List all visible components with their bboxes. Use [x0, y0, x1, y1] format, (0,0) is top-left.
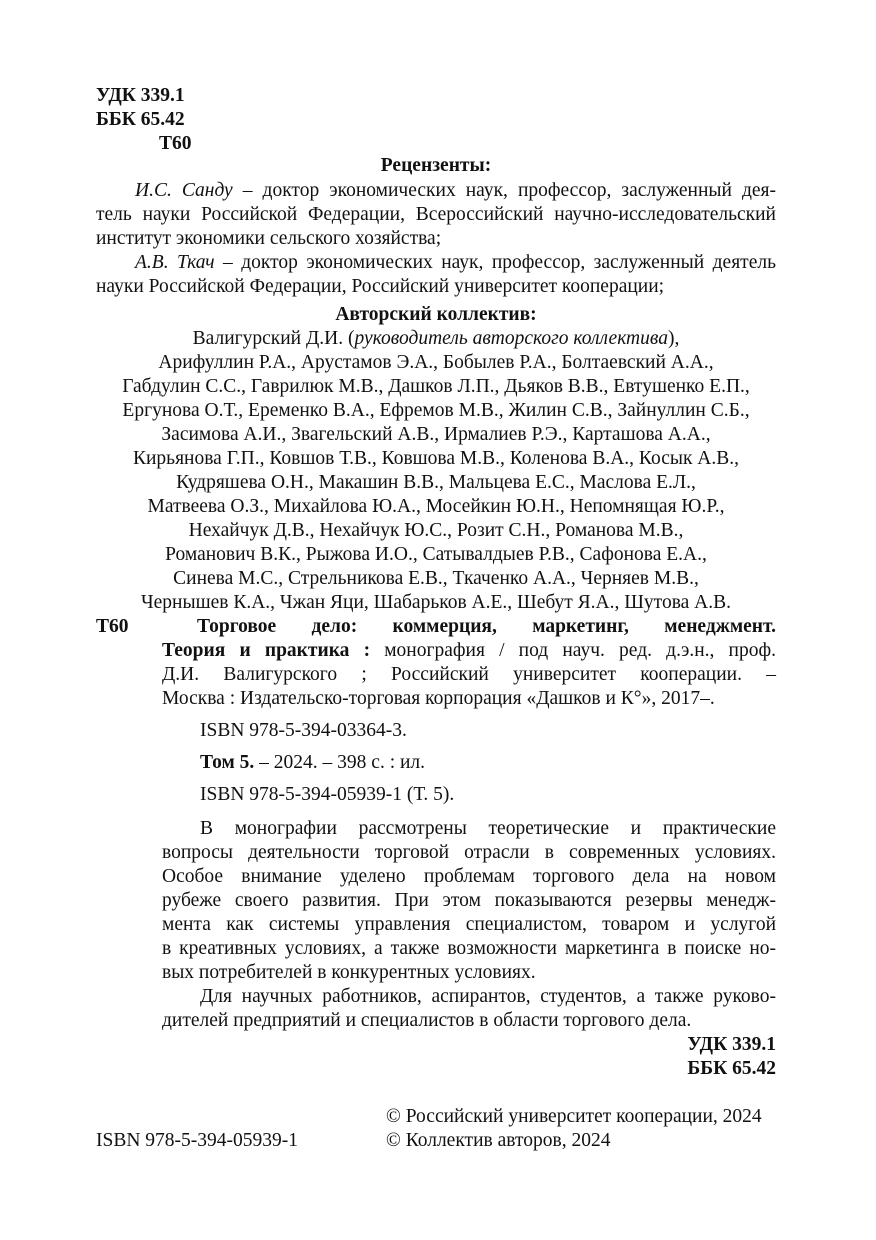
- annotation-line-last: вых потребителей в конкурентных условиях.: [162, 962, 536, 983]
- bib-line-4: Москва : Издательско-торговая корпорация «Дашков и К°», 2017–.: [162, 688, 715, 709]
- bib-subtitle: Теория и практика :: [162, 640, 371, 661]
- bib-mark: Т60: [96, 616, 129, 637]
- reviewer-2-desc: – доктор экономических наук, профессор, заслуженный деятель: [214, 252, 776, 273]
- volume-info: [200, 753, 425, 773]
- annotation-line: вопросы деятельности торговой отрасли в современных условиях.: [162, 842, 776, 863]
- bbk-code: ББК 65.42: [96, 109, 185, 130]
- audience-line-2: дителей предприятий и специалистов в области торгового дела.: [162, 1010, 692, 1031]
- volume-details: – 2024. – 398 с. : ил.: [254, 752, 426, 773]
- authors-line: Нехайчук Д.В., Нехайчук Ю.С., Розит С.Н., Романова М.В.,: [188, 520, 684, 541]
- footer-udk: УДК 339.1: [687, 1034, 776, 1055]
- copyright-line-2: © Коллектив авторов, 2024: [386, 1130, 611, 1151]
- bib-responsibility: монография / под науч. ред. д.э.н., проф.: [370, 640, 776, 661]
- footer-isbn: ISBN 978-5-394-05939-1: [96, 1130, 299, 1151]
- authors-line: Матвеева О.З., Михайлова Ю.А., Мосейкин Ю.Н., Непомнящая Ю.Р.,: [147, 496, 725, 517]
- annotation-line: Особое внимание уделено проблемам торгового дела на новом: [162, 866, 776, 887]
- audience-line-1: Для научных работников, аспирантов, студентов, а также руково-: [200, 986, 776, 1007]
- annotation-line: В монографии рассмотрены теоретические и практические: [200, 818, 776, 839]
- reviewer-2-line-1: [135, 253, 776, 273]
- annotation-line: мента как системы управления специалистом, товаром и услугой: [162, 914, 776, 935]
- isbn-volume: ISBN 978-5-394-05939-1 (Т. 5).: [200, 784, 455, 805]
- authors-lead-end: ),: [667, 328, 680, 349]
- authors-lead: [96, 329, 776, 349]
- udk-code: УДК 339.1: [96, 85, 185, 106]
- reviewer-2-name: А.В. Ткач: [135, 252, 215, 273]
- authors-lead-name: Валигурский Д.И. (: [192, 328, 355, 349]
- authors-line: Арифуллин Р.А., Арустамов Э.А., Бобылев Р.А., Болтаевский А.А.,: [158, 352, 714, 373]
- reviewer-1-line-3: институт экономики сельского хозяйства;: [96, 228, 442, 249]
- authors-line: Кудряшева О.Н., Макашин В.В., Мальцева Е.С., Маслова Е.Л.,: [176, 472, 696, 493]
- reviewer-1-name: И.С. Санду: [135, 180, 233, 201]
- authors-line: Габдулин С.С., Гаврилюк М.В., Дашков Л.П., Дьяков В.В., Евтушенко Е.П.,: [122, 376, 750, 397]
- reviewer-1-desc: – доктор экономических наук, профессор, заслуженный дея-: [232, 180, 777, 201]
- annotation-line: в креативных условиях, а также возможности маркетинга в поиске но-: [162, 938, 776, 959]
- isbn-series: ISBN 978-5-394-03364-3.: [200, 720, 407, 741]
- authors-line: Кирьянова Г.П., Ковшов Т.В., Ковшова М.В., Коленова В.А., Косык А.В.,: [132, 448, 740, 469]
- reviewer-1-line-1: [135, 181, 776, 201]
- reviewer-1-line-2: тель науки Российской Федерации, Всероссийский научно-исследовательский: [96, 204, 776, 225]
- reviewers-heading: Рецензенты:: [380, 155, 492, 176]
- bib-title-line-1: Торговое дело: коммерция, маркетинг, менеджмент.: [197, 616, 776, 637]
- authors-line: Синева М.С., Стрельникова Е.В., Ткаченко А.А., Черняев М.В.,: [173, 568, 699, 589]
- reviewer-2-line-2: науки Российской Федерации, Российский университет кооперации;: [96, 276, 665, 297]
- authors-line: Засимова А.И., Звагельский А.В., Ирмалиев Р.Э., Карташова А.А.,: [161, 424, 711, 445]
- authors-line: Ергунова О.Т., Еременко В.А., Ефремов М.В., Жилин С.В., Зайнуллин С.Б.,: [122, 400, 750, 421]
- footer-bbk: ББК 65.42: [687, 1058, 776, 1079]
- bib-line-3: Д.И. Валигурского ; Российский университет кооперации. –: [162, 664, 776, 685]
- authors-line: Чернышев К.А., Чжан Яци, Шабарьков А.Е., Шебут Я.А., Шутова А.В.: [140, 592, 732, 613]
- annotation-line: рубеже своего развития. При этом показываются резервы менедж-: [162, 890, 776, 911]
- volume-label: Том 5.: [200, 752, 255, 773]
- authors-heading: Авторский коллектив:: [335, 304, 537, 325]
- bib-title-line-2: [162, 641, 776, 661]
- author-mark: Т60: [159, 133, 192, 154]
- authors-lead-role: руководитель авторского коллектива: [354, 328, 668, 349]
- copyright-line-1: © Российский университет кооперации, 2024: [386, 1106, 762, 1127]
- authors-line: Романович В.К., Рыжова И.О., Сатывалдыев Р.В., Сафонова Е.А.,: [165, 544, 707, 565]
